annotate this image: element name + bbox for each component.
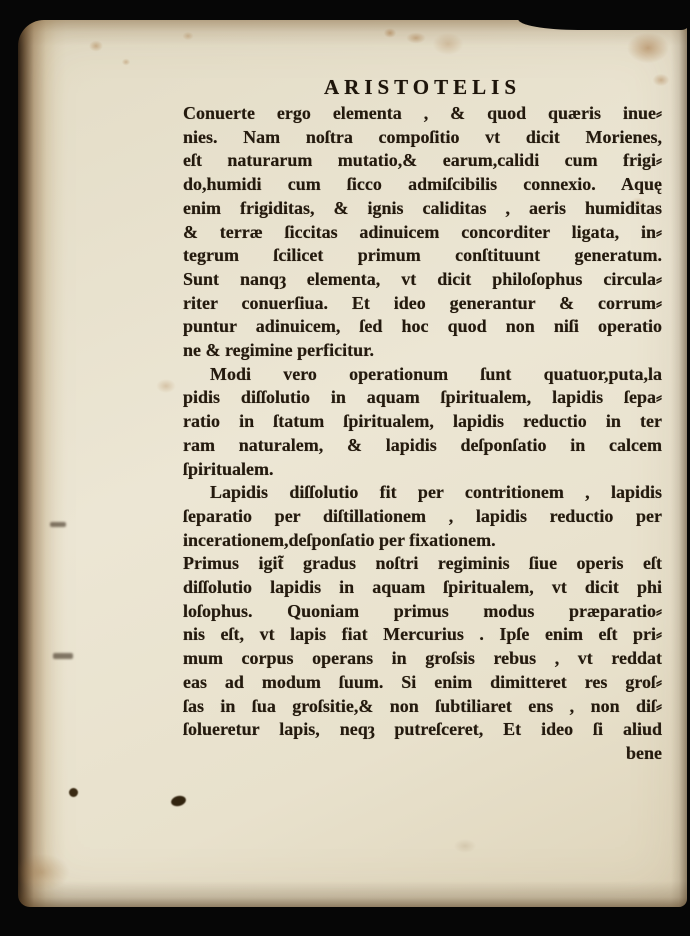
text-line: Modi vero operationum ſunt quatuor,puta,la	[210, 363, 662, 384]
page-heading: ARISTOTELIS	[323, 75, 522, 99]
text-line: ratio in ſtatum ſpiritualem, lapidis reductio in ter	[183, 411, 662, 432]
text-line: eſt naturarum mutatio,& earum,calidi cum frigi⸗	[183, 150, 662, 171]
page	[18, 20, 687, 907]
text-line: ne & regimine perficitur.	[183, 340, 374, 361]
text-line: & terræ ſiccitas adinuicem concorditer ligata, in⸗	[183, 221, 662, 242]
text-line: Lapidis diſſolutio fit per contritionem , lapidis	[210, 482, 662, 503]
ink-spot	[170, 794, 187, 807]
text-line: mum corpus operans in groſsis rebus , vt reddat	[183, 648, 662, 669]
text-line: do,humidi cum ſicco admiſcibilis connexio. Aquę	[183, 174, 662, 195]
text-line: pidis diſſolutio in aquam ſpiritualem, lapidis ſepa⸗	[183, 387, 662, 408]
text-line: ſpiritualem.	[183, 458, 274, 479]
text-column	[183, 74, 662, 766]
text-line: Primus igit̃ gradus noſtri regiminis ſiue operis eſt	[183, 553, 662, 574]
scanner-shadow	[518, 18, 689, 30]
text-line: loſophus. Quoniam primus modus præparatio⸗	[183, 600, 662, 621]
text-line: ſeparatio per diſtillationem , lapidis reductio per	[183, 505, 662, 526]
text-line: riter conuerſiua. Et ideo generantur & corrum⸗	[183, 292, 662, 313]
ink-spot	[69, 788, 78, 797]
text-line: nies. Nam noſtra compoſitio vt dicit Morienes,	[183, 126, 662, 147]
text-line: ſolueretur lapis, neqȝ putreſceret, Et ideo ſi aliud	[183, 719, 662, 740]
text-line: eas ad modum ſuum. Si enim dimitteret res groſ⸗	[183, 671, 662, 692]
text-line: tegrum ſcilicet primum conſtituunt generatum.	[183, 245, 662, 266]
page-edge-mark	[53, 653, 73, 659]
text-line: incerationem,deſponſatio per fixationem.	[183, 529, 496, 550]
text-line: diſſolutio lapidis in aquam ſpiritualem, vt dicit phi	[183, 577, 662, 598]
catchword: bene	[626, 742, 662, 763]
text-line: puntur adinuicem, ſed hoc quod non niſi operatio	[183, 316, 662, 337]
text-line: Sunt nanqȝ elementa, vt dicit philoſophus circula⸗	[183, 268, 662, 289]
text-line: enim frigiditas, & ignis caliditas , aeris humiditas	[183, 197, 662, 218]
page-edge-mark	[50, 522, 66, 527]
text-line: ram naturalem, & lapidis deſponſatio in calcem	[183, 434, 662, 455]
text-line: nis eſt, vt lapis fiat Mercurius . Ipſe enim eſt pri⸗	[183, 624, 662, 645]
text-line: ſas in ſua groſsitie,& non ſubtiliaret ens , non diſ⸗	[183, 695, 662, 716]
text-line: Conuerte ergo elementa , & quod quæris inue⸗	[183, 103, 662, 123]
